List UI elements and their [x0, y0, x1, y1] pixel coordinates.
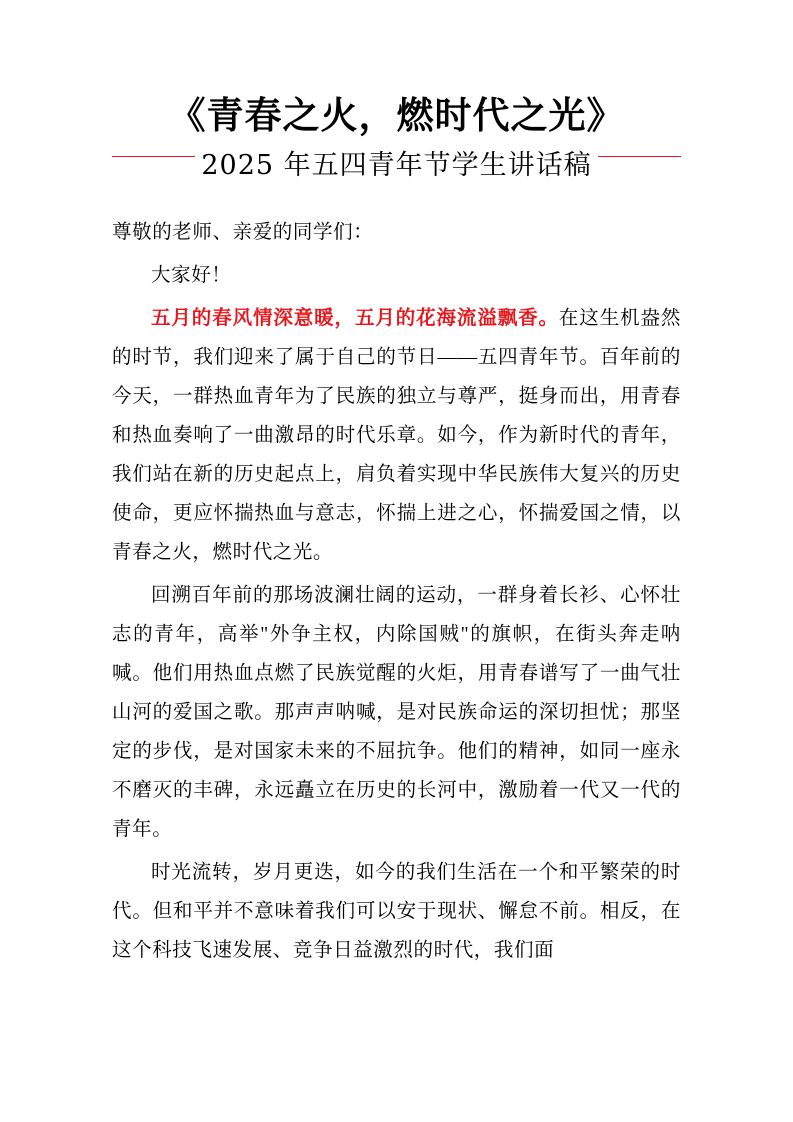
document-subtitle: 2025 年五四青年节学生讲话稿	[195, 148, 597, 183]
salutation-line: 尊敬的老师、亲爱的同学们：	[112, 222, 374, 244]
paragraph-three: 时光流转，岁月更迭，如今的我们生活在一个和平繁荣的时代。但和平并不意味着我们可以安于现状、懈怠不前。相反，在这个科技飞速发展、竞争日益激烈的时代，我们面	[112, 862, 681, 962]
document-subtitle-block	[112, 148, 681, 183]
paragraph-one-body: 在这生机盎然的时节，我们迎来了属于自己的节日——五四青年节。百年前的今天，一群热血青年为了民族的独立与尊严，挺身而出，用青春和热血奏响了一曲激昂的时代乐章。如今，作为新时代的青年，我们站在新的历史起点上，肩负着实现中华民族伟大复兴的历史使命，更应怀揣热血与意志，怀揣上进之心，怀揣爱国之情，以青春之火，燃时代之光。	[112, 308, 681, 564]
document-title: 《青春之火，燃时代之光》	[168, 93, 625, 137]
paragraph-one	[112, 299, 681, 572]
paragraph-two: 回溯百年前的那场波澜壮阔的运动，一群身着长衫、心怀壮志的青年，高举"外争主权，内除国贼"的旗帜，在街头奔走呐喊。他们用热血点燃了民族觉醒的火炬，用青春谱写了一曲气壮山河的爱国之歌。那声声呐喊，是对民族命运的深切担忧；那坚定的步伐，是对国家未来的不屈抗争。他们的精神，如同一座永不磨灭的丰碑，永远矗立在历史的长河中，激励着一代又一代的青年。	[112, 585, 681, 841]
greeting-line: 大家好！	[151, 265, 232, 287]
highlighted-opening-text: 五月的春风情深意暖，五月的花海流溢飘香。	[151, 308, 559, 330]
